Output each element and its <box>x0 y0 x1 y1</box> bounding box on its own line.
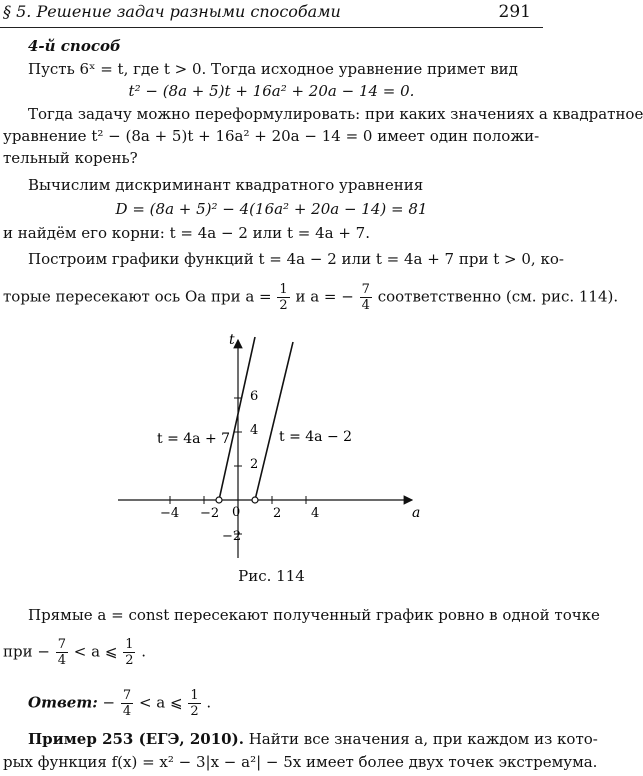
paragraph-5-line-2 <box>3 282 618 313</box>
answer-text-b: < a ⩽ <box>138 693 183 712</box>
y-tick-label: 2 <box>250 457 259 472</box>
p5-text-c: соответственно (см. рис. 114). <box>377 287 619 306</box>
line-t-4a-minus-2 <box>255 342 293 500</box>
example-line-1 <box>28 730 598 748</box>
page-header <box>0 0 543 30</box>
origin-label: 0 <box>232 505 241 520</box>
y-tick-label: 6 <box>250 389 259 404</box>
x-tick-label: 4 <box>311 506 320 521</box>
fraction-numerator: 1 <box>190 688 199 703</box>
fraction-one-half <box>188 688 200 719</box>
paragraph-6-line-1: Прямые a = const пересекают полученный график ровно в одной точке <box>28 606 600 624</box>
x-tick-label: −4 <box>160 506 180 521</box>
answer-text-a: − <box>102 693 116 712</box>
y-tick-label: 4 <box>250 423 259 438</box>
t-axis-label: t <box>229 332 235 348</box>
fraction-denominator: 2 <box>279 298 288 313</box>
p5-text-b: и a = − <box>295 287 354 306</box>
fraction-denominator: 2 <box>125 653 134 668</box>
fraction-one-half <box>123 637 135 668</box>
x-tick-label: 2 <box>273 506 282 521</box>
open-point <box>216 497 222 503</box>
line-label-plus-7: t = 4a + 7 <box>157 431 231 447</box>
figure-114 <box>0 330 543 590</box>
paragraph-2-line-3: тельный корень? <box>3 149 138 167</box>
y-tick-label: −2 <box>222 529 242 544</box>
p5-text-a: торые пересекают ось Oa при a = <box>3 287 272 306</box>
fraction-numerator: 7 <box>361 282 370 297</box>
example-text-1: Найти все значения a, при каждом из кото- <box>243 730 598 748</box>
header-rule <box>0 27 543 28</box>
paragraph-5-line-1: Построим графики функций t = 4a − 2 или t = 4a + 7 при t > 0, ко- <box>28 250 564 268</box>
p6-text-c: . <box>141 642 147 661</box>
fraction-one-half <box>277 282 289 313</box>
fraction-denominator: 4 <box>57 653 66 668</box>
equation-2: D = (8a + 5)² − 4(16a² + 20a − 14) = 81 <box>115 200 428 218</box>
page-number: 291 <box>498 2 531 22</box>
line-t-4a-plus-7 <box>219 337 255 500</box>
x-tick-label: −2 <box>200 506 220 521</box>
fraction-denominator: 2 <box>190 704 199 719</box>
p6-text-b: < a ⩽ <box>73 642 118 661</box>
a-axis-label: a <box>412 505 421 521</box>
paragraph-4: и найдём его корни: t = 4a − 2 или t = 4a + 7. <box>3 224 370 242</box>
fraction-numerator: 7 <box>57 637 66 652</box>
fraction-numerator: 1 <box>125 637 134 652</box>
figure-caption: Рис. 114 <box>238 567 305 585</box>
method-title: 4-й способ <box>28 37 121 55</box>
fraction-seven-quarters <box>121 688 133 719</box>
answer-label: Ответ: <box>28 693 98 712</box>
paragraph-1: Пусть 6ˣ = t, где t > 0. Тогда исходное уравнение примет вид <box>28 60 518 78</box>
paragraph-6-line-2 <box>3 637 146 668</box>
fraction-denominator: 4 <box>122 704 132 719</box>
fraction-numerator: 1 <box>279 282 288 297</box>
paragraph-3: Вычислим дискриминант квадратного уравнения <box>28 176 424 194</box>
answer-text-c: . <box>206 693 212 712</box>
fraction-numerator: 7 <box>122 688 132 703</box>
paragraph-2-line-1: Тогда задачу можно переформулировать: при каких значениях a квадратное <box>28 105 643 123</box>
fraction-seven-quarters <box>56 637 68 668</box>
open-point <box>252 497 258 503</box>
example-label: Пример 253 (ЕГЭ, 2010). <box>28 730 244 748</box>
fraction-seven-quarters <box>360 282 372 313</box>
section-title: § 5. Решение задач разными способами <box>3 2 341 21</box>
paragraph-2-line-2: уравнение t² − (8a + 5)t + 16a² + 20a − 14 = 0 имеет один положи- <box>3 127 540 145</box>
line-label-minus-2: t = 4a − 2 <box>279 429 353 445</box>
fraction-denominator: 4 <box>361 298 370 313</box>
p6-text-a: при − <box>3 642 50 661</box>
answer-line <box>28 688 211 719</box>
equation-1: t² − (8a + 5)t + 16a² + 20a − 14 = 0. <box>128 82 415 100</box>
example-line-2: рых функция f(x) = x² − 3|x − a²| − 5x имеет более двух точек экстремума. <box>3 753 598 771</box>
